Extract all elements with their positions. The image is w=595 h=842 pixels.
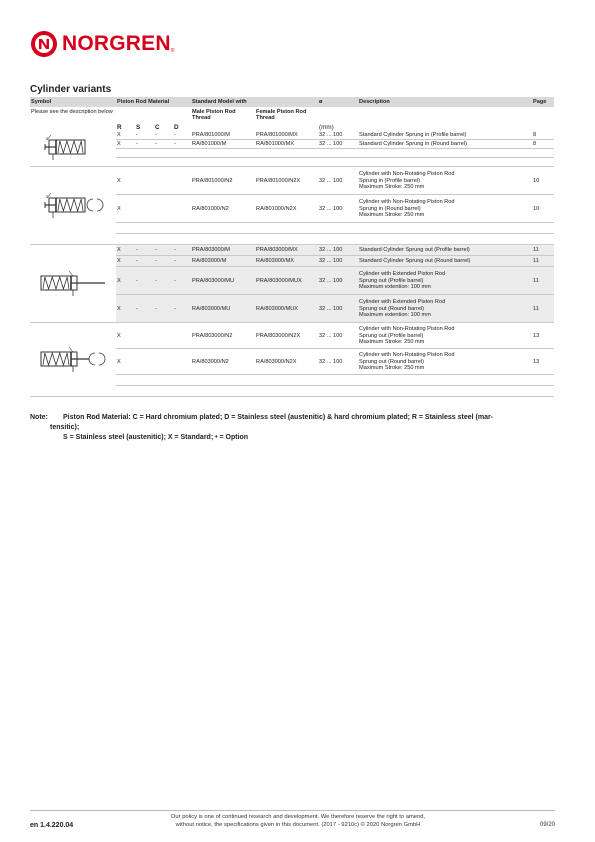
description-line: Cylinder with Non-Rotating Piston Rod	[359, 171, 455, 178]
material-d	[173, 386, 191, 397]
diameter-range	[318, 375, 358, 386]
male-thread-model: RA/801000/M	[191, 140, 255, 149]
female-thread-model: PRA/801000/N2X	[255, 167, 318, 195]
material-s	[135, 195, 154, 223]
material-r: X	[116, 167, 135, 195]
material-r: X	[116, 256, 135, 267]
footer-policy-line-2: without notice, the specifications given in this document. (2017 - 9210c) © 2020 Norgren GmbH	[175, 821, 421, 828]
description	[358, 349, 532, 375]
description-line: Cylinder with Non-Rotating Piston Rod	[359, 326, 455, 333]
page-ref: 11	[532, 245, 554, 256]
description	[358, 140, 532, 149]
female-thread-model	[255, 375, 318, 386]
description-line: Cylinder with Non-Rotating Piston Rod	[359, 352, 455, 359]
description	[358, 234, 532, 245]
cylinder-sprung-out-symbol-icon	[30, 245, 116, 323]
col-female-thread: Female Piston Rod Thread	[255, 107, 318, 122]
col-c: C	[154, 122, 173, 131]
material-d: -	[173, 131, 191, 140]
description	[358, 323, 532, 349]
material-s	[135, 158, 154, 167]
page-ref	[532, 149, 554, 158]
material-d	[173, 375, 191, 386]
material-s: -	[135, 131, 154, 140]
col-diameter: ø	[318, 97, 358, 107]
female-thread-model: RA/801000/N2X	[255, 195, 318, 223]
description-line: Sprung out (Profile barrel)	[359, 277, 424, 284]
diameter-range	[318, 223, 358, 234]
description	[358, 195, 532, 223]
page-ref	[532, 158, 554, 167]
footer-policy	[130, 814, 466, 829]
note-line-1: Piston Rod Material: C = Hard chromium plated; D = Stainless steel (austenitic) & hard chromium plated; R = Stainless steel (mar-	[63, 414, 494, 421]
material-c: -	[154, 245, 173, 256]
male-thread-model	[191, 234, 255, 245]
material-c	[154, 349, 173, 375]
female-thread-model: PRA/803000/MUX	[255, 267, 318, 295]
female-thread-model	[255, 158, 318, 167]
male-thread-model: RA/801000/N2	[191, 195, 255, 223]
brand-registered-mark: ®	[170, 48, 175, 54]
diameter-range: 32 ... 100	[318, 323, 358, 349]
material-c	[154, 386, 173, 397]
page-ref: 8	[532, 140, 554, 149]
male-thread-model: RA/803000/MU	[191, 295, 255, 323]
material-s	[135, 323, 154, 349]
col-r: R	[116, 122, 135, 131]
material-s: -	[135, 140, 154, 149]
page-ref	[532, 234, 554, 245]
diameter-range: 32 ... 100	[318, 195, 358, 223]
description-line: Maximum Stroke: 250 mm	[359, 184, 425, 191]
female-thread-model	[255, 234, 318, 245]
diameter-range: 32 ... 100	[318, 267, 358, 295]
material-r: X	[116, 295, 135, 323]
description-line: Maximum Stroke: 250 mm	[359, 339, 425, 346]
description	[358, 167, 532, 195]
col-d: D	[173, 122, 191, 131]
material-d	[173, 195, 191, 223]
description-line: Sprung out (Round barrel)	[359, 358, 425, 365]
footer-divider	[30, 810, 555, 811]
page-ref: 11	[532, 267, 554, 295]
material-d	[173, 167, 191, 195]
diameter-range: 32 ... 100	[318, 256, 358, 267]
description-line: Sprung in (Round barrel)	[359, 205, 421, 212]
material-d	[173, 323, 191, 349]
material-s: -	[135, 256, 154, 267]
description-line: Sprung out (Round barrel)	[359, 305, 425, 312]
material-d	[173, 158, 191, 167]
material-r	[116, 158, 135, 167]
cylinder-sprung-in-symbol-icon	[30, 131, 116, 167]
material-d: -	[173, 256, 191, 267]
description	[358, 158, 532, 167]
col-male-thread: Male Piston Rod Thread	[191, 107, 255, 122]
description-line: Standard Cylinder Sprung in (Profile barrel)	[359, 131, 467, 138]
footer-policy-line-1: Our policy is one of continued research and development. We therefore reserve the right to amend,	[170, 814, 426, 820]
material-d	[173, 149, 191, 158]
diameter-range: 32 ... 100	[318, 167, 358, 195]
male-thread-model	[191, 223, 255, 234]
female-thread-model: RA/803000/N2X	[255, 349, 318, 375]
diameter-range: 32 ... 100	[318, 131, 358, 140]
table-row	[30, 323, 554, 349]
material-r: X	[116, 349, 135, 375]
material-c: -	[154, 295, 173, 323]
description-line: Maximum Stroke: 250 mm	[359, 212, 425, 219]
material-s	[135, 349, 154, 375]
col-material: Piston Rod Material	[116, 97, 191, 107]
diameter-range: 32 ... 100	[318, 245, 358, 256]
material-d: -	[173, 140, 191, 149]
description	[358, 149, 532, 158]
table-row	[30, 245, 554, 256]
female-thread-model	[255, 149, 318, 158]
description-line: Maximum extention: 100 mm	[359, 312, 431, 319]
col-symbol: Symbol	[30, 97, 116, 107]
male-thread-model	[191, 149, 255, 158]
page-ref: 10	[532, 195, 554, 223]
col-standard-model: Standard Model with	[191, 97, 318, 107]
diameter-range: 32 ... 100	[318, 140, 358, 149]
material-s	[135, 375, 154, 386]
description-line: Maximum extention: 100 mm	[359, 284, 431, 291]
page-ref: 13	[532, 349, 554, 375]
diameter-range	[318, 234, 358, 245]
material-c	[154, 375, 173, 386]
material-r	[116, 223, 135, 234]
female-thread-model: PRA/803000/N2X	[255, 323, 318, 349]
male-thread-model: PRA/801000/N2	[191, 167, 255, 195]
diameter-range	[318, 149, 358, 158]
note-label: Note:	[30, 414, 48, 421]
cylinder-variants-table	[30, 97, 554, 397]
diameter-range: 32 ... 100	[318, 349, 358, 375]
male-thread-model	[191, 386, 255, 397]
material-s: -	[135, 267, 154, 295]
material-c	[154, 158, 173, 167]
material-r: X	[116, 267, 135, 295]
note-block	[30, 413, 560, 442]
male-thread-model: RA/803000/N2	[191, 349, 255, 375]
material-c	[154, 234, 173, 245]
description	[358, 295, 532, 323]
female-thread-model: RA/803000/MUX	[255, 295, 318, 323]
brand-name: NORGREN	[62, 32, 171, 55]
description-line: Standard Cylinder Sprung out (Round barrel)	[359, 258, 471, 265]
description	[358, 245, 532, 256]
material-s	[135, 167, 154, 195]
female-thread-model: PRA/801000/MX	[255, 131, 318, 140]
diameter-range: 32 ... 100	[318, 295, 358, 323]
note-line-3: S = Stainless steel (austenitic); X = Standard; • = Option	[63, 433, 249, 441]
norgren-logo	[30, 30, 174, 58]
material-s	[135, 149, 154, 158]
description	[358, 223, 532, 234]
col-page: Page	[532, 97, 554, 107]
diameter-range	[318, 386, 358, 397]
page-ref	[532, 375, 554, 386]
page-ref: 10	[532, 167, 554, 195]
page-ref: 11	[532, 256, 554, 267]
female-thread-model	[255, 386, 318, 397]
male-thread-model	[191, 158, 255, 167]
material-c: -	[154, 267, 173, 295]
subheader-row	[30, 107, 554, 122]
material-d: -	[173, 245, 191, 256]
material-c	[154, 223, 173, 234]
material-r: X	[116, 323, 135, 349]
note-line-2: tensitic);	[50, 423, 80, 431]
material-r: X	[116, 195, 135, 223]
see-description-note: Please see the description below	[30, 107, 116, 131]
male-thread-model: PRA/801000/M	[191, 131, 255, 140]
material-d	[173, 223, 191, 234]
col-mm-unit: (mm)	[318, 122, 358, 131]
male-thread-model: RA/803000/M	[191, 256, 255, 267]
description-line: Standard Cylinder Sprung out (Profile barrel)	[359, 247, 470, 254]
material-c: -	[154, 140, 173, 149]
female-thread-model: RA/801000/MX	[255, 140, 318, 149]
material-d	[173, 349, 191, 375]
material-s	[135, 223, 154, 234]
page-ref	[532, 223, 554, 234]
material-r: X	[116, 131, 135, 140]
material-c: -	[154, 256, 173, 267]
diameter-range	[318, 158, 358, 167]
material-d	[173, 234, 191, 245]
description-line: Cylinder with Extended Piston Rod	[359, 299, 446, 306]
male-thread-model: PRA/803000/MU	[191, 267, 255, 295]
description-line: Standard Cylinder Sprung in (Round barrel)	[359, 141, 467, 148]
section-title: Cylinder variants	[30, 84, 112, 95]
col-description: Description	[358, 97, 532, 107]
description	[358, 267, 532, 295]
material-r	[116, 234, 135, 245]
female-thread-model: RA/803000/MX	[255, 256, 318, 267]
table-row	[30, 131, 554, 140]
material-d: -	[173, 295, 191, 323]
material-r	[116, 386, 135, 397]
material-c	[154, 323, 173, 349]
description-line: Maximum Stroke: 250 mm	[359, 365, 425, 372]
description	[358, 131, 532, 140]
page-ref: 8	[532, 131, 554, 140]
page-ref	[532, 386, 554, 397]
male-thread-model: PRA/803000/N2	[191, 323, 255, 349]
female-thread-model: PRA/803000/MX	[255, 245, 318, 256]
male-thread-model	[191, 375, 255, 386]
female-thread-model	[255, 223, 318, 234]
table-row	[30, 167, 554, 195]
description	[358, 386, 532, 397]
description-line: Cylinder with Extended Piston Rod	[359, 271, 446, 278]
material-s: -	[135, 245, 154, 256]
material-c: -	[154, 131, 173, 140]
description	[358, 256, 532, 267]
material-r	[116, 375, 135, 386]
cylinder-non-rotating-sprung-in-symbol-icon	[30, 167, 116, 245]
male-thread-model: PRA/803000/M	[191, 245, 255, 256]
col-s: S	[135, 122, 154, 131]
page-number: 09/20	[539, 822, 555, 828]
description	[358, 375, 532, 386]
material-r: X	[116, 245, 135, 256]
material-r: X	[116, 140, 135, 149]
material-c	[154, 149, 173, 158]
description-line: Cylinder with Non-Rotating Piston Rod	[359, 199, 455, 206]
material-d: -	[173, 267, 191, 295]
cylinder-non-rotating-sprung-out-symbol-icon	[30, 323, 116, 397]
description-line: Sprung in (Profile barrel)	[359, 177, 420, 184]
material-r	[116, 149, 135, 158]
material-s	[135, 386, 154, 397]
page-ref: 13	[532, 323, 554, 349]
material-s: -	[135, 295, 154, 323]
material-c	[154, 167, 173, 195]
header-row	[30, 97, 554, 107]
norgren-emblem-icon	[30, 30, 58, 58]
description-line: Sprung out (Profile barrel)	[359, 332, 424, 339]
material-s	[135, 234, 154, 245]
page-ref: 11	[532, 295, 554, 323]
document-code: en 1.4.220.04	[30, 822, 74, 829]
material-c	[154, 195, 173, 223]
